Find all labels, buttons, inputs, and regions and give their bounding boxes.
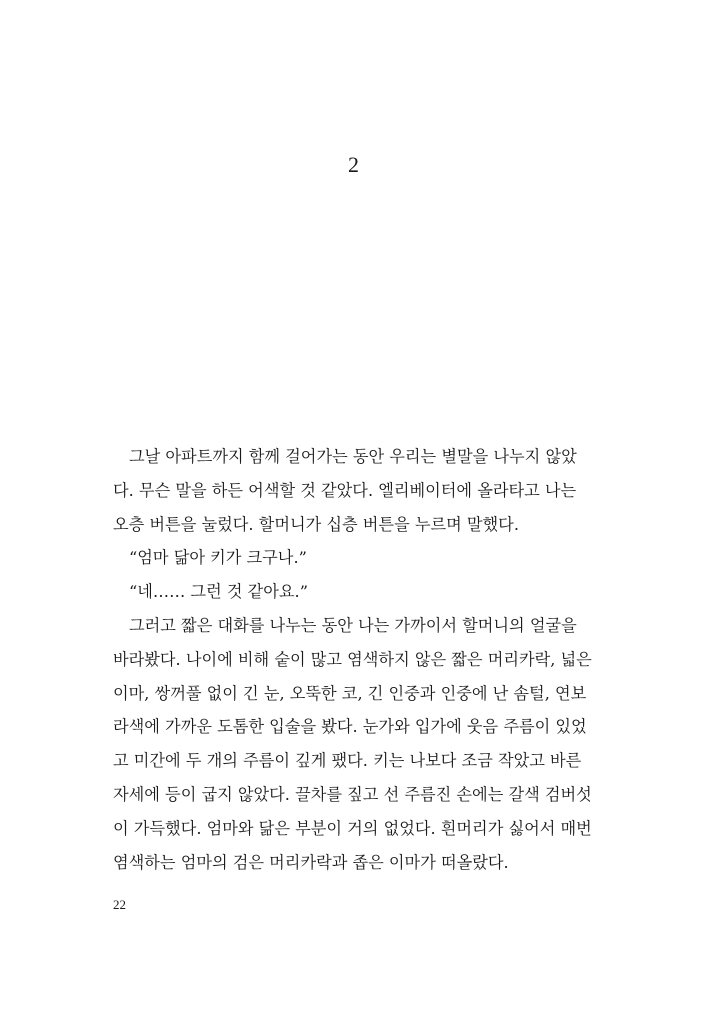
text-line: 바라봤다. 나이에 비해 숱이 많고 염색하지 않은 짧은 머리카락, 넓은 bbox=[113, 649, 592, 669]
dialogue-line: “엄마 닮아 키가 크구나.” bbox=[129, 548, 307, 568]
text-line: 그러고 짧은 대화를 나누는 동안 나는 가까이서 할머니의 얼굴을 bbox=[129, 615, 577, 635]
text-line: 오층 버튼을 눌렀다. 할머니가 십층 버튼을 누르며 말했다. bbox=[113, 514, 519, 534]
text-line: 고 미간에 두 개의 주름이 깊게 팼다. 키는 나보다 조금 작았고 바른 bbox=[113, 751, 582, 771]
dialogue-line: “네…… 그런 것 같아요.” bbox=[129, 582, 308, 602]
text-line: 염색하는 엄마의 검은 머리카락과 좁은 이마가 떠올랐다. bbox=[113, 852, 509, 872]
body-text bbox=[113, 440, 596, 879]
text-line: 라색에 가까운 도톰한 입술을 봤다. 눈가와 입가에 웃음 주름이 있었 bbox=[113, 717, 587, 737]
text-line: 자세에 등이 굽지 않았다. 끌차를 짚고 선 주름진 손에는 갈색 검버섯 bbox=[113, 784, 592, 804]
text-line: 그날 아파트까지 함께 걸어가는 동안 우리는 별말을 나누지 않았 bbox=[129, 447, 577, 466]
text-line: 다. 무슨 말을 하든 어색할 것 같았다. 엘리베이터에 올라타고 나는 bbox=[113, 480, 577, 500]
page-number: 22 bbox=[113, 897, 126, 912]
chapter-number: 2 bbox=[348, 152, 359, 177]
text-line: 이마, 쌍꺼풀 없이 긴 눈, 오뚝한 코, 긴 인중과 인중에 난 솜털, 연보 bbox=[113, 683, 587, 703]
text-line: 이 가득했다. 엄마와 닮은 부분이 거의 없었다. 흰머리가 싫어서 매번 bbox=[113, 818, 592, 838]
